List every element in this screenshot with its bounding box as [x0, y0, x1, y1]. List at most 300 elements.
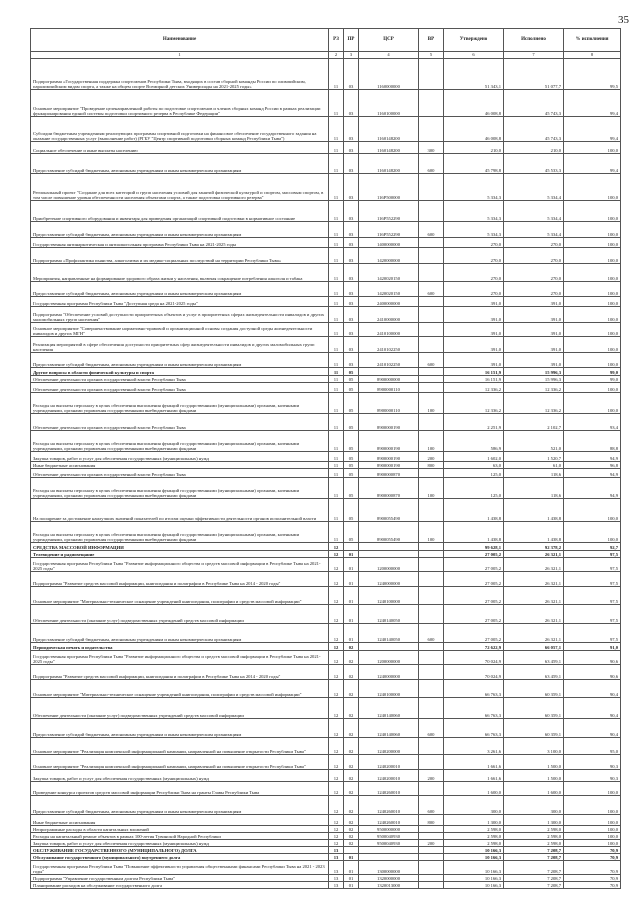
- table-row: [31, 59, 621, 90]
- cell-name: Предоставление субсидий бюджетным, автономным учреждениям и иным некоммерческим организациям: [31, 796, 329, 815]
- cell-percent: 94,9: [564, 452, 621, 462]
- table-row: [31, 770, 621, 782]
- cell-percent: 94,9: [564, 478, 621, 499]
- cell-pr: 03: [344, 282, 359, 297]
- table-body: [31, 59, 621, 889]
- cell-csr: 1240140060: [359, 698, 419, 719]
- cell-name: Телевидение и радиовещание: [31, 551, 329, 558]
- cell-vr: [419, 738, 444, 755]
- header-row: [31, 29, 621, 52]
- cell-percent: 97,5: [564, 587, 621, 605]
- cell-rz: 11: [329, 383, 344, 393]
- table-row: [31, 282, 621, 297]
- cell-vr: [419, 414, 444, 431]
- cell-approved: 2 598,0: [444, 840, 504, 847]
- table-row: [31, 499, 621, 522]
- table-row: [31, 264, 621, 282]
- cell-executed: 63 459,1: [504, 651, 564, 665]
- cell-name: Расходы на выплаты персоналу в целях обеспечения выполнения функций государственными (муниципальными) органами, казенными учреждениями, органами управления государственными внебюджетными фондами: [31, 393, 329, 414]
- cell-rz: 11: [329, 393, 344, 414]
- table-row: [31, 452, 621, 462]
- cell-executed: 26 321,1: [504, 551, 564, 558]
- cell-pr: 01: [344, 587, 359, 605]
- cell-name: Подпрограмма "Обеспечение условий доступности приоритетных объектов и услуг в приоритетных сферах жизнедеятельности инвалидов и других маломобильных групп населения": [31, 307, 329, 323]
- cell-executed: 2 102,7: [504, 414, 564, 431]
- cell-vr: 600: [419, 154, 444, 174]
- cell-executed: 15 996,3: [504, 376, 564, 383]
- cell-pr: 02: [344, 680, 359, 698]
- cell-executed: 2 598,0: [504, 826, 564, 833]
- cell-percent: 100,0: [564, 307, 621, 323]
- cell-pr: 03: [344, 90, 359, 117]
- cell-csr: 1320013000: [359, 882, 419, 889]
- table-row: [31, 353, 621, 368]
- cell-executed: 26 321,1: [504, 605, 564, 624]
- cell-name: Расходы на выплаты персоналу в целях обеспечения выполнения функций государственными (муниципальными) органами, казенными учреждениями, органами управления государственными внебюджетными фондами: [31, 478, 329, 499]
- cell-name: Расходы на выплаты персоналу в целях обеспечения выполнения функций государственными (муниципальными) органами, казенными учреждениями, органами управления государственными внебюджетными фондами: [31, 431, 329, 452]
- table-row: [31, 337, 621, 353]
- cell-csr: 8900000110: [359, 393, 419, 414]
- table-row: [31, 201, 621, 222]
- cell-executed: 300,0: [504, 796, 564, 815]
- table-row: [31, 478, 621, 499]
- cell-csr: 1160100000: [359, 90, 419, 117]
- cell-csr: 1160148200: [359, 142, 419, 154]
- table-row: [31, 854, 621, 861]
- cell-pr: 05: [344, 462, 359, 469]
- cell-csr: 2410000000: [359, 307, 419, 323]
- cell-csr: 116P552290: [359, 222, 419, 238]
- cell-csr: 8900000000: [359, 376, 419, 383]
- cell-vr: [419, 368, 444, 376]
- cell-executed: 45 533,3: [504, 154, 564, 174]
- cell-approved: 391,0: [444, 353, 504, 368]
- cell-executed: 63 459,1: [504, 665, 564, 680]
- cell-vr: [419, 383, 444, 393]
- cell-vr: 600: [419, 719, 444, 738]
- cell-percent: 100,0: [564, 782, 621, 796]
- cell-approved: 27 005,2: [444, 558, 504, 572]
- cell-executed: 60 359,1: [504, 719, 564, 738]
- cell-percent: 100,0: [564, 840, 621, 847]
- cell-name: Государственная антинаркотическая и антиалкогольная программа Республики Тыва на 2021-2025 годы: [31, 238, 329, 248]
- cell-csr: 1240200000: [359, 738, 419, 755]
- cell-percent: 100,0: [564, 174, 621, 201]
- cell-pr: 02: [344, 738, 359, 755]
- cell-pr: 03: [344, 238, 359, 248]
- table-row: [31, 222, 621, 238]
- cell-name: Другие вопросы в области физической культуры и спорта: [31, 368, 329, 376]
- cell-percent: 97,5: [564, 572, 621, 587]
- cell-percent: 97,5: [564, 551, 621, 558]
- cell-approved: 46 008,8: [444, 117, 504, 142]
- cell-vr: [419, 651, 444, 665]
- cell-rz: 11: [329, 469, 344, 478]
- cell-csr: 9500000000: [359, 826, 419, 833]
- cell-vr: [419, 297, 444, 307]
- cell-executed: 26 321,1: [504, 572, 564, 587]
- cell-approved: 586,9: [444, 431, 504, 452]
- cell-pr: 02: [344, 796, 359, 815]
- cell-pr: 03: [344, 307, 359, 323]
- cell-vr: 100: [419, 478, 444, 499]
- cell-name: Государственная программа Республики Тыва "Развитие информационного общества и средств массовой информации в Республике Тыва на 2021-2025 годы": [31, 558, 329, 572]
- table-row: [31, 796, 621, 815]
- table-row: [31, 651, 621, 665]
- cell-approved: 27 005,2: [444, 605, 504, 624]
- cell-executed: 92 378,2: [504, 543, 564, 551]
- cell-percent: 99,4: [564, 117, 621, 142]
- table-row: [31, 882, 621, 889]
- cell-pr: [344, 847, 359, 854]
- cell-pr: 03: [344, 337, 359, 353]
- cell-rz: 12: [329, 755, 344, 770]
- cell-pr: 03: [344, 174, 359, 201]
- cell-pr: 01: [344, 572, 359, 587]
- col-number: 1: [31, 52, 329, 59]
- cell-percent: 97,5: [564, 558, 621, 572]
- cell-pr: 05: [344, 368, 359, 376]
- cell-vr: [419, 572, 444, 587]
- cell-name: Основное мероприятие "Реализация комплексной информационной кампании, направленной на повышение открытости Республики Тыва": [31, 755, 329, 770]
- table-row: [31, 826, 621, 833]
- cell-vr: [419, 323, 444, 337]
- table-row: [31, 847, 621, 854]
- cell-vr: 600: [419, 796, 444, 815]
- cell-pr: 03: [344, 154, 359, 174]
- cell-pr: 05: [344, 376, 359, 383]
- cell-executed: 391,0: [504, 337, 564, 353]
- table-row: [31, 393, 621, 414]
- cell-executed: 210,0: [504, 142, 564, 154]
- table-row: [31, 875, 621, 882]
- table-row: [31, 815, 621, 826]
- table-row: [31, 840, 621, 847]
- cell-csr: 1160000000: [359, 59, 419, 90]
- cell-pr: 02: [344, 651, 359, 665]
- cell-vr: [419, 264, 444, 282]
- cell-name: СРЕДСТВА МАССОВОЙ ИНФОРМАЦИИ: [31, 543, 329, 551]
- header-pr: ПР: [344, 29, 359, 52]
- cell-approved: 1 602,0: [444, 452, 504, 462]
- cell-csr: 1420020150: [359, 282, 419, 297]
- cell-percent: 100,0: [564, 297, 621, 307]
- cell-approved: 1 438,8: [444, 522, 504, 543]
- cell-executed: 391,0: [504, 307, 564, 323]
- cell-rz: 12: [329, 738, 344, 755]
- cell-csr: 8900000110: [359, 383, 419, 393]
- cell-vr: 600: [419, 353, 444, 368]
- col-number: 7: [504, 52, 564, 59]
- cell-rz: 11: [329, 142, 344, 154]
- cell-rz: 11: [329, 376, 344, 383]
- cell-name: Проведение конкурса проектов средств массовой информации Республики Тыва на гранты Главы Республики Тыва: [31, 782, 329, 796]
- cell-pr: 05: [344, 478, 359, 499]
- header-approved: Утверждено: [444, 29, 504, 52]
- cell-rz: 11: [329, 222, 344, 238]
- cell-vr: [419, 875, 444, 882]
- cell-pr: 03: [344, 222, 359, 238]
- cell-approved: 70 024,9: [444, 665, 504, 680]
- table-row: [31, 572, 621, 587]
- cell-executed: 12 336,2: [504, 393, 564, 414]
- cell-csr: 1420000000: [359, 248, 419, 264]
- cell-percent: 90,3: [564, 755, 621, 770]
- cell-approved: 3 261,6: [444, 738, 504, 755]
- cell-executed: 391,0: [504, 323, 564, 337]
- cell-pr: 05: [344, 499, 359, 522]
- cell-csr: 8900000190: [359, 431, 419, 452]
- cell-name: Закупка товаров, работ и услуг для обеспечения государственных (муниципальных) нужд: [31, 770, 329, 782]
- cell-vr: 800: [419, 815, 444, 826]
- cell-executed: 118,6: [504, 469, 564, 478]
- cell-approved: 1 661,6: [444, 755, 504, 770]
- cell-name: Обеспечение деятельности (оказание услуг) подведомственных учреждений средств массовой информации: [31, 605, 329, 624]
- cell-csr: 1240140050: [359, 624, 419, 643]
- cell-approved: 1 661,6: [444, 770, 504, 782]
- cell-vr: 100: [419, 393, 444, 414]
- cell-rz: 12: [329, 770, 344, 782]
- cell-percent: 70,9: [564, 861, 621, 875]
- cell-vr: [419, 680, 444, 698]
- cell-name: Подпрограмма "Развитие средств массовой информации, книгоиздания и полиграфии в Республике Тыва на 2014 - 2020 годы": [31, 665, 329, 680]
- cell-rz: 11: [329, 282, 344, 297]
- cell-name: Основное мероприятие "Совершенствование нормативно-правовой и организационной основы создания доступной среды жизнедеятельности инвалидов и других МГН": [31, 323, 329, 337]
- table-row: [31, 624, 621, 643]
- cell-executed: 118,6: [504, 478, 564, 499]
- cell-executed: 5 334,4: [504, 174, 564, 201]
- cell-csr: 1240000000: [359, 572, 419, 587]
- cell-percent: 95,0: [564, 738, 621, 755]
- cell-csr: [359, 854, 419, 861]
- cell-executed: 270,0: [504, 238, 564, 248]
- cell-executed: 45 743,3: [504, 90, 564, 117]
- cell-percent: 90,6: [564, 651, 621, 665]
- cell-csr: 116P500000: [359, 174, 419, 201]
- cell-executed: 26 321,1: [504, 624, 564, 643]
- cell-executed: 26 321,1: [504, 558, 564, 572]
- cell-vr: 300: [419, 142, 444, 154]
- cell-percent: 100,0: [564, 383, 621, 393]
- cell-rz: 11: [329, 323, 344, 337]
- cell-percent: 99,0: [564, 376, 621, 383]
- cell-percent: 70,9: [564, 847, 621, 854]
- cell-percent: 100,0: [564, 796, 621, 815]
- cell-rz: 11: [329, 452, 344, 462]
- cell-name: Предоставление субсидий бюджетным, автономным учреждениям и иным некоммерческим организациям: [31, 282, 329, 297]
- cell-rz: 12: [329, 719, 344, 738]
- cell-approved: 16 151,9: [444, 376, 504, 383]
- cell-executed: 3 100,0: [504, 738, 564, 755]
- cell-name: Предоставление субсидий бюджетным, автономным учреждениям и иным некоммерческим организациям: [31, 719, 329, 738]
- cell-executed: 391,0: [504, 353, 564, 368]
- table-row: [31, 551, 621, 558]
- col-number: 3: [344, 52, 359, 59]
- cell-csr: 1320000000: [359, 875, 419, 882]
- cell-name: Предоставление субсидий бюджетным, автономным учреждениям и иным некоммерческим организациям: [31, 353, 329, 368]
- table-row: [31, 861, 621, 875]
- cell-vr: 600: [419, 282, 444, 297]
- cell-approved: 51 343,1: [444, 59, 504, 90]
- cell-csr: 1240260010: [359, 782, 419, 796]
- cell-approved: 391,0: [444, 323, 504, 337]
- cell-approved: 70 024,9: [444, 651, 504, 665]
- cell-name: Приобретение спортивного оборудования и инвентаря для приведения организаций спортивной подготовки в нормативное состояние: [31, 201, 329, 222]
- cell-rz: 12: [329, 558, 344, 572]
- cell-pr: 05: [344, 383, 359, 393]
- cell-percent: 100,0: [564, 393, 621, 414]
- cell-csr: 2410102250: [359, 337, 419, 353]
- cell-rz: 11: [329, 264, 344, 282]
- cell-approved: 1 300,0: [444, 815, 504, 826]
- cell-name: Подпрограмма "Управление государственным долгом Республики Тыва": [31, 875, 329, 882]
- cell-approved: 10 166,3: [444, 854, 504, 861]
- cell-rz: 12: [329, 587, 344, 605]
- cell-name: Основное мероприятие "Проведение целенаправленной работы по подготовке спортсменов и членов сборных команд России в рамках реализации функционирования единой системы подготовки спортивного резерва в Республике Федерации": [31, 90, 329, 117]
- cell-name: Субсидии бюджетным учреждениям реализующих программы спортивной подготовки на финансовое обеспечение государственного задания на оказание государственных услуг (выполнение работ) (РГБУ "Центр спортивной подготовки сборных команд Республики Тыва"): [31, 117, 329, 142]
- cell-executed: 521,0: [504, 431, 564, 452]
- table-row: [31, 719, 621, 738]
- table-row: [31, 117, 621, 142]
- table-row: [31, 738, 621, 755]
- cell-pr: 03: [344, 353, 359, 368]
- cell-percent: 100,0: [564, 248, 621, 264]
- cell-csr: 116P552290: [359, 201, 419, 222]
- cell-percent: 70,9: [564, 882, 621, 889]
- cell-rz: 12: [329, 551, 344, 558]
- cell-rz: 11: [329, 337, 344, 353]
- table-row: [31, 522, 621, 543]
- table-row: [31, 558, 621, 572]
- cell-csr: 9500040930: [359, 840, 419, 847]
- cell-percent: 99,4: [564, 90, 621, 117]
- table-row: [31, 90, 621, 117]
- cell-pr: [344, 543, 359, 551]
- cell-csr: 1240000000: [359, 665, 419, 680]
- cell-name: Планирование расходов на обслуживание государственного долга: [31, 882, 329, 889]
- cell-approved: 10 166,3: [444, 861, 504, 875]
- cell-rz: 12: [329, 605, 344, 624]
- cell-name: Обеспечение деятельности (оказание услуг) подведомственных учреждений средств массовой информации: [31, 698, 329, 719]
- cell-name: Социальное обеспечение и иные выплаты населению: [31, 142, 329, 154]
- cell-rz: 12: [329, 651, 344, 665]
- cell-vr: [419, 698, 444, 719]
- cell-executed: 391,0: [504, 297, 564, 307]
- table-row: [31, 376, 621, 383]
- cell-csr: 1200000000: [359, 651, 419, 665]
- cell-vr: [419, 469, 444, 478]
- cell-pr: 03: [344, 297, 359, 307]
- cell-pr: 03: [344, 117, 359, 142]
- table-row: [31, 469, 621, 478]
- cell-pr: 05: [344, 452, 359, 462]
- cell-approved: 45 798,8: [444, 154, 504, 174]
- cell-vr: [419, 174, 444, 201]
- cell-rz: 11: [329, 117, 344, 142]
- cell-csr: 1240100000: [359, 587, 419, 605]
- cell-approved: 27 005,2: [444, 551, 504, 558]
- cell-pr: 03: [344, 323, 359, 337]
- cell-vr: 600: [419, 624, 444, 643]
- cell-csr: 1240200010: [359, 770, 419, 782]
- cell-executed: 270,0: [504, 248, 564, 264]
- cell-vr: [419, 605, 444, 624]
- table-row: [31, 307, 621, 323]
- cell-rz: 12: [329, 643, 344, 651]
- cell-percent: 92,7: [564, 543, 621, 551]
- col-number: 4: [359, 52, 419, 59]
- cell-rz: 11: [329, 462, 344, 469]
- cell-approved: 27 005,2: [444, 624, 504, 643]
- cell-percent: 100,0: [564, 826, 621, 833]
- header-name: Наименование: [31, 29, 329, 52]
- cell-percent: 91,0: [564, 643, 621, 651]
- cell-vr: [419, 59, 444, 90]
- cell-percent: 100,0: [564, 222, 621, 238]
- cell-csr: 8900000190: [359, 462, 419, 469]
- col-number: 6: [444, 52, 504, 59]
- cell-rz: 11: [329, 478, 344, 499]
- cell-csr: 8900055490: [359, 522, 419, 543]
- cell-executed: 60 359,1: [504, 698, 564, 719]
- header-percent: % исполнения: [564, 29, 621, 52]
- cell-approved: 99 628,1: [444, 543, 504, 551]
- cell-csr: 2400000000: [359, 297, 419, 307]
- page-number: 35: [618, 14, 629, 26]
- cell-executed: 2 598,0: [504, 840, 564, 847]
- cell-name: Обслуживание государственного (муниципального) внутреннего долга: [31, 854, 329, 861]
- cell-executed: 1 300,0: [504, 815, 564, 826]
- cell-vr: [419, 782, 444, 796]
- cell-name: Периодическая печать и издательства: [31, 643, 329, 651]
- cell-percent: 99,4: [564, 154, 621, 174]
- cell-executed: 7 208,7: [504, 882, 564, 889]
- cell-csr: [359, 643, 419, 651]
- cell-csr: [359, 368, 419, 376]
- cell-executed: 51 077,7: [504, 59, 564, 90]
- cell-percent: 94,9: [564, 469, 621, 478]
- cell-percent: 100,0: [564, 201, 621, 222]
- cell-approved: 27 005,2: [444, 587, 504, 605]
- cell-percent: 100,0: [564, 499, 621, 522]
- cell-rz: 11: [329, 174, 344, 201]
- cell-name: Расходы на выплаты персоналу в целях обеспечения выполнения функций государственными (муниципальными) органами, казенными учреждениями, органами управления государственными внебюджетными фондами: [31, 522, 329, 543]
- cell-approved: 46 008,8: [444, 90, 504, 117]
- cell-rz: 11: [329, 431, 344, 452]
- cell-vr: 200: [419, 770, 444, 782]
- cell-name: Государственная программа Республики Тыва "Доступная среда на 2021-2025 годы": [31, 297, 329, 307]
- cell-executed: 5 334,4: [504, 201, 564, 222]
- cell-percent: 99,5: [564, 59, 621, 90]
- cell-rz: 12: [329, 543, 344, 551]
- cell-executed: 66 057,1: [504, 643, 564, 651]
- cell-executed: 61,0: [504, 462, 564, 469]
- cell-approved: 2 598,0: [444, 833, 504, 840]
- cell-csr: 9500040930: [359, 833, 419, 840]
- table-row: [31, 383, 621, 393]
- cell-rz: 11: [329, 248, 344, 264]
- cell-approved: 125,0: [444, 478, 504, 499]
- table-row: [31, 833, 621, 840]
- cell-vr: [419, 587, 444, 605]
- table-row: [31, 297, 621, 307]
- cell-name: Подпрограмма «Государственная поддержка спортсменов Республики Тыва, входящих в состав сборной команды России по олимпийским, паралимпийским видам спорта, а также на общем спорте Всемирной детских Универсиады на 2021-2025 годы»: [31, 59, 329, 90]
- cell-executed: 15 996,3: [504, 368, 564, 376]
- cell-pr: 01: [344, 624, 359, 643]
- cell-pr: 03: [344, 201, 359, 222]
- cell-approved: 391,0: [444, 297, 504, 307]
- col-number: 8: [564, 52, 621, 59]
